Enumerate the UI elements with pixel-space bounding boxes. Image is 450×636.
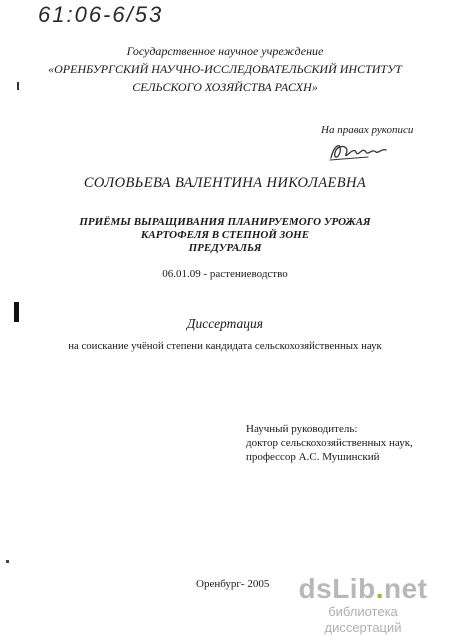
supervisor-line-3: профессор А.С. Мушинский xyxy=(246,451,380,463)
title-line-1: ПРИЁМЫ ВЫРАЩИВАНИЯ ПЛАНИРУЕМОГО УРОЖАЯ xyxy=(79,216,371,228)
dslib-watermark xyxy=(288,573,438,635)
supervisor-block xyxy=(246,422,413,464)
supervisor-line-2: доктор сельскохозяйственных наук, xyxy=(246,437,413,449)
institution-block xyxy=(0,42,450,96)
dslib-tagline: библиотека диссертаций xyxy=(324,604,402,635)
author-name: СОЛОВЬЕВА ВАЛЕНТИНА НИКОЛАЕВНА xyxy=(83,175,367,191)
supervisor-line-1: Научный руководитель: xyxy=(246,423,358,435)
specialty-code: 06.01.09 - растениеводство xyxy=(162,268,288,280)
degree-statement: на соискание учёной степени кандидата сельскохозяйственных наук xyxy=(68,340,382,352)
dslib-logo xyxy=(288,574,438,604)
logo-prefix: dsLib xyxy=(298,573,376,604)
title-line-3: ПРЕДУРАЛЬЯ xyxy=(188,242,262,254)
scan-artifact-mark xyxy=(14,302,19,322)
logo-suffix: net xyxy=(383,573,428,604)
author-signature xyxy=(328,138,390,164)
document-type: Диссертация xyxy=(186,316,264,331)
dissertation-title xyxy=(0,216,450,255)
institution-line-2: «ОРЕНБУРГСКИЙ НАУЧНО-ИССЛЕДОВАТЕЛЬСКИЙ ИНСТИТУТ xyxy=(48,62,402,76)
institution-line-1: Государственное научное учреждение xyxy=(126,44,324,58)
title-line-2: КАРТОФЕЛЯ В СТЕПНОЙ ЗОНЕ xyxy=(140,229,310,241)
scan-artifact-mark xyxy=(17,82,19,90)
scan-artifact-mark xyxy=(6,560,9,563)
institution-line-3: СЕЛЬСКОГО ХОЗЯЙСТВА РАСХН» xyxy=(132,80,318,94)
logo-dot: . xyxy=(375,573,384,604)
shelfmark-handwritten: 61:06-6/53 xyxy=(38,2,164,27)
city-year: Оренбург- 2005 xyxy=(196,578,270,590)
manuscript-rights-note: На правах рукописи xyxy=(321,124,414,136)
